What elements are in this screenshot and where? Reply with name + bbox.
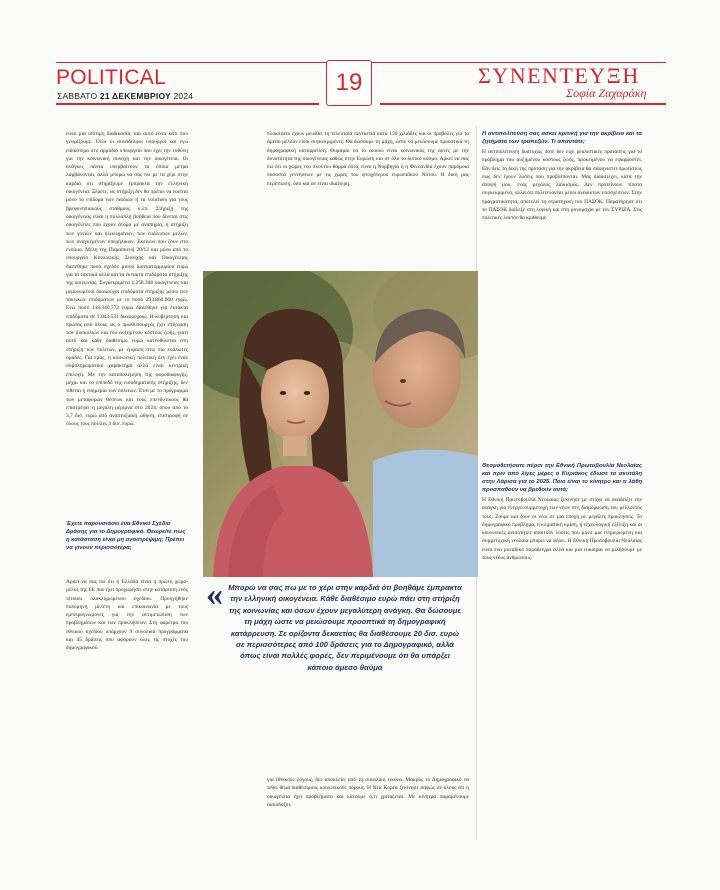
quote-mark-icon: « [206, 576, 223, 613]
column-divider [476, 578, 477, 840]
issue-year: 2024 [173, 91, 194, 101]
section-title: POLITICAL [56, 66, 167, 89]
interview-question: Η αντιπολίτευση σας ασκεί κριτική για την ακρίβεια και τα ζητήματα των τραπεζών. Τι απαντάτε; [482, 131, 642, 145]
article-column-right [482, 130, 642, 455]
interview-question-right: Θεσμοθετήσατε πέρσι την Εθνική Πρωτοβουλία Νεολαίας και πριν από λίγες μέρες ο Κυριάκος έδωσε το σκυτάλη στην Λάρισα για το 2025. Ποιο είναι το κίνητρο και τι λάθη προσπαθούν να βρεθούν αυτά; [482, 463, 642, 493]
interview-question-left: Έχετε παρουσιάσει ένα Εθνικό Σχέδιο Δράσης για το Δημογραφικό. Θεωρείτε πως η κατάσταση είναι μη αναστρέψιμη; Πρέπει να γίνουν περισσότερα; [66, 521, 186, 551]
page-number: 19 [326, 60, 372, 106]
header-rule-right [380, 103, 666, 105]
article-column-left-lower: Αρκεί να σας πω ότι η Ελλάδα είναι η πρώτη χώρα-μέλος της ΕΕ που έχει προχωρήσει στην κατάρτιση ενός τέτοιου ολοκληρωμένου σχεδίου. Προηγήθηκε πολύμηνη μελέτη και επικοινωνία με τους εμπειρογνώμονες για την αντιμετώπιση των προβλημάτων και των προκλήσεων. Στη φαρέτρα του εθνικού σχεδίου υπάρχουν 9 συνολικά προγράμματα και 45 δράσεις που αφορούν όλες τις πτυχές του δημογραφικού. [66, 579, 188, 652]
photo-illustration [203, 271, 478, 577]
issue-day: ΣΑΒΒΑΤΟ [57, 91, 98, 101]
article-column-left: είναι μια ισότιμη διαδικασία, και αυτό είναι κάτι που γνωρίζουμε. Όλοι οι συνάδελφοι υπουργοί και εγώ ειδικότερα στο αρμόδιο υπουργείο που έχει την ευθύνη για την κοινωνική συνοχή και την οικογένεια. Οι ανάγκες πάντα υπερβαίνουν τα όποια μέτρα λαμβάνονται, αλλά μπορώ να σας πω με τα χέρι στην καρδιά ότι στηρίζουμε έμπρακτα την ελληνική οικογένεια. Ξέρετε, ως στήριξη δεν θα πρέπει να νοείται μόνο το επίδομα των παιδιών ή τα vouchers για τους βρεφονηπιακούς σταθμούς κ.λπ. Στήριξη της οικογένειας είναι η πολλαπλή βοήθεια που δίνεται στις οικογένειες που έχουν άτομα με αναπηρία, η στήριξη των γονιών και ηλικιωμένων, των ευάλωτων μελών, των αναγκεμένων υπερήλικων. Εκείνων που ζουν στο ενοίκιο. Μέλη της Παρασκευή 20/12 και μόνο από το υπουργείο Κοινωνικής Συνοχής και Οικογένειας διατέθηκε ποσό σχεδόν μισού δισεκατομμυρίου ευρώ για τα τακτικά αλλά και τα έκτακτα επιδόματα στήριξης της κοινωνίας. Συγκεκριμένα 1.258.308 οικογένειες και μεμονωμένοι δικαιούχοι επιδόματα στήριξης μέσω των τακτικών επιδομάτων με το ποσό 293.860.060 ευρώ. Ενώ ποσό 118.340.772 ευρώ διατέθηκε για έκτακτα επιδόματα σε 1.043.533 δικαιούχους. Η κυβέρνηση και πρώτος από όλους ως ο πρωθυπουργός έχει επίγνωση των δυσκολιών και του αυξημένου κόστους ζωής, γιατί αυτό και κάθε διαθέσιμο ευρώ κατευθύνεται στη στήριξη των πολιτών, με έμφαση στις πιο ευάλωτες ομάδες. Για εμάς, η κοινωνική πολιτική δεν έχει έναν συμπληρωματικό χαρακτήρα αλλά είναι κεντρική επιλογή. Με την καταπολέμηση της φοροδιαφυγής, μέχρι και το επίπεδο της εισοδηματικής στήριξης, δεν τίθεται η ευημερία των πολιτών. Έτσι με το πρόγραμμα των μεταφορών θέσεων και τους επενδυτικούς θα επιστρέψει η μεγάλη μέριμνα στο 2024, όπου από το 3,7 δισ. ευρώ από αναπτυξιακή ώθηση, επιστροφή σε όλους τους πολίτες 3 δισ. ευρώ. [66, 131, 188, 428]
issue-date [57, 91, 193, 101]
article-photo [203, 271, 478, 577]
pull-quote-text: Μπορώ να σας πω με το χέρι στην καρδιά ότι βοηθάμε έμπρακτα την ελληνική οικογένεια. Κάθε διαθέσιμο ευρώ πάει στη στήριξη της κοινωνίας και όσων έχουν μεγαλύτερη ανάγκη. Θα δώσουμε τη μάχη ώστε να μειώσουμε προοπτικά τη δημογραφική κατάρρευση. Σε ορίζοντα δεκαετίας θα διαθέσουμε 20 δισ. ευρώ σε περισσότερες από 100 δράσεις για το Δημογραφικό, αλλά όπως είναι πολλές φορές, δεν περιμένουμε ότι θα υπάρξει κάποιο άμεσο θαύμα [228, 583, 462, 672]
pull-quote [206, 576, 468, 764]
left-question-box [66, 520, 188, 572]
article-column-middle: πλοκότατο έχουν μειωθεί τη τελευταία πενταετία κατά 150 χιλιάδες και οι προβολές για το άμεσο μέλλον είναι συγκεκριμένες. Θα δώσουμε τη μάχη, ώστε να μειώσουμε προοπτικά τη δημογραφική κατάρρευση. Θυμάμαι να το ακούω είναι κοινωνικός της αυτές με την δυνατότητα της οικογένειας καθώς στην Ευρώπη και σε όλο το δυτικό κόσμο. Αρκεί να σας πω ότι οι χώρες του πλούτου θαρρά όπως είναι η Νορβηγία ή η Φινλανδία έχουν παρόμοια ποσοστά γεννήσεων με τις χώρες του φτωχότερου ευρωπαϊκού Νότου. Η δική μας περίπτωση, όσο και αν είναι ιδιαίτερη. [267, 131, 469, 187]
author-name: Σοφία Ζαχαράκη [566, 86, 647, 100]
interview-answer-right: Η Εθνική Πρωτοβουλία Νεολαίας ξεκίνησε με στόχο να αναδείξει την ανάγκη για ενεργό συμμετοχή των νέων στη διαμόρφωση του μέλλοντός τους. Ζούμε και ζουν οι νέοι σε μια εποχή με μεγάλες προκλήσεις. Το δημογραφικό πρόβλημα, η κλιματική κρίση, η τεχνολογική εξέλιξη και οι κοινωνικές ανισότητες απαιτούν λύσεις που μόνο μια ενημερωμένη και συμμετοχική νεολαία μπορεί να φέρει. Η Εθνική Πρωτοβουλία Νεολαίας είναι ένα μοναδικό παράδειγμα αλλά και μια ευκαιρία να μιλήσουμε με τους νέους ανθρώπους. [482, 497, 642, 562]
header-rule-left [56, 103, 319, 105]
interview-answer: Η αντιπολίτευση δυστυχώς ποτέ δεν είχε ρεαλιστικές προτάσεις για το πρόβλημα του αυξημένου κόστους ζωής, προκειμένου να εφαρμοστεί. Εάν δεις τη δική της πρόταση για την ακρίβεια θα σαφηνιστεί πρωτίστως πως δεν έχουν λύσεις που προβλέπονται. Μας διακατέχει, κατά την άποψή μου, ένας μεγάλος λαϊκισμός. Δεν προτείνουν τίποτα συγκεκριμένο, αλλά ότι πολιτεύονται μέσω ανέφικτων υποσχέσεων. Στην πραγματικότητα, αποτελεί τη στρατηγική του ΠΑΣΟΚ. Παρατήρησε ότι το ΠΑΣΟΚ διάλεξε στη λογική και στη μονομαχία με τον ΣΥΡΙΖΑ. Στις πολιτικές λοιπόν θα κριθούμε. [482, 149, 642, 222]
category-title: ΣΥΝΕΝΤΕΥΞΗ [478, 63, 640, 88]
article-column-middle-lower: για εθνικούς λόγους, δεν αποκλείει από τη συνολική εικόνα. Μακρύς το Δημογραφικό να τεθεί θέμα διαθέσιμους κοινωνικούς πόρους. Η Νέα Κορέα ξεκίνησε σαφώς σε όλους ότι η οικογένεια έχει προβλήματα και κάνουμε ό,τι χρειάζεται. Με κίνητρα παραμένουμε αισιόδοξοι. [267, 777, 469, 808]
issue-date-main: 21 ΔΕΚΕΜΒΡΙΟΥ [99, 91, 171, 101]
article-column-right-lower [482, 462, 642, 838]
column-divider [476, 126, 477, 271]
